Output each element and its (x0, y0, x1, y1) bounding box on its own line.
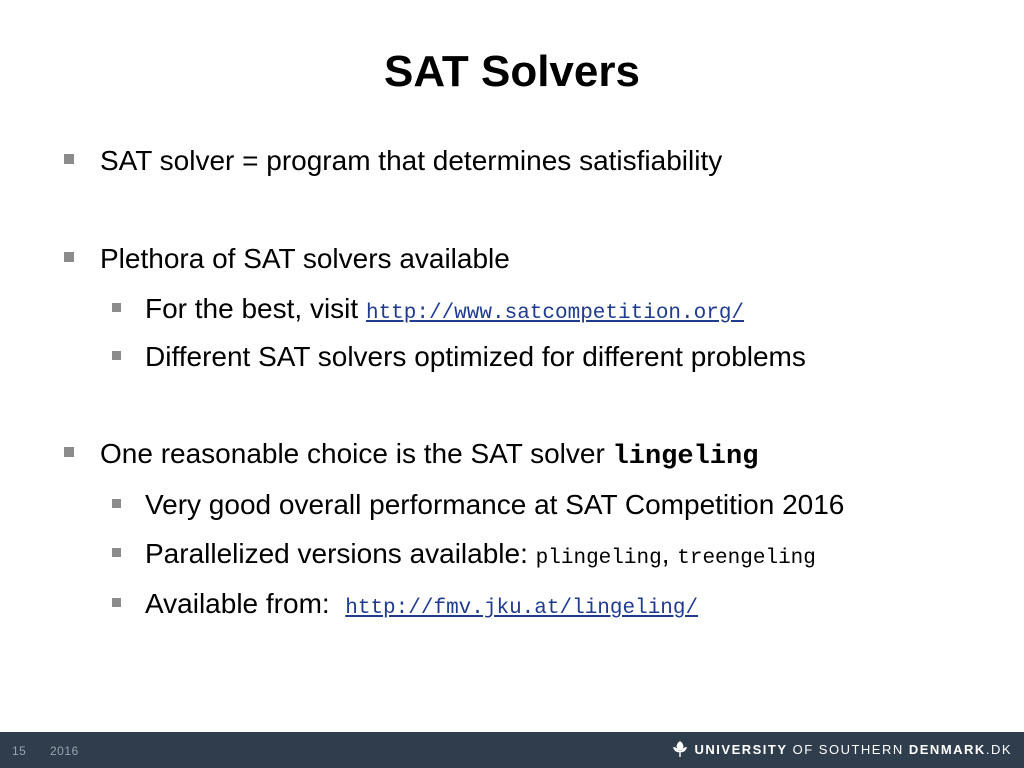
sub-bullet-item (112, 587, 698, 626)
sub-bullet-item (112, 488, 844, 522)
square-bullet-icon (64, 252, 74, 262)
square-bullet-icon (112, 303, 121, 312)
square-bullet-icon (112, 548, 121, 557)
bullet-item (64, 144, 722, 178)
satcompetition-link[interactable]: http://www.satcompetition.org/ (365, 302, 745, 325)
slide-title: SAT Solvers (384, 47, 640, 96)
footer-year: 2016 (50, 744, 79, 758)
bullet-text: Plethora of SAT solvers available (100, 243, 510, 274)
university-logo (671, 739, 1012, 759)
bullet-item (64, 242, 510, 276)
bullet-item (64, 437, 758, 474)
sub-bullet-item (112, 537, 816, 576)
bullet-text: SAT solver = program that determines satisfiability (100, 145, 723, 176)
code-treengeling: treengeling (677, 547, 816, 570)
bullet-text: Available from: (145, 588, 346, 619)
code-plingeling: plingeling (535, 547, 662, 570)
page-number: 15 (12, 744, 27, 758)
logo-text-university: UNIVERSITY (694, 741, 788, 757)
square-bullet-icon (64, 154, 74, 164)
logo-text-dk: .DK (985, 741, 1012, 757)
square-bullet-icon (112, 499, 121, 508)
bullet-text: One reasonable choice is the SAT solver (100, 438, 613, 469)
separator-text: , (661, 538, 678, 569)
square-bullet-icon (112, 598, 121, 607)
logo-text-southern: OF SOUTHERN (787, 741, 909, 757)
university-leaf-icon (671, 739, 689, 759)
sub-bullet-item (112, 340, 806, 374)
bullet-text: For the best, visit (145, 293, 366, 324)
code-lingeling: lingeling (612, 442, 759, 472)
bullet-text: Different SAT solvers optimized for different problems (145, 341, 806, 372)
bullet-text: Very good overall performance at SAT Competition 2016 (145, 489, 845, 520)
sub-bullet-item (112, 292, 744, 331)
square-bullet-icon (64, 447, 74, 457)
lingeling-download-link[interactable]: http://fmv.jku.at/lingeling/ (345, 597, 699, 620)
square-bullet-icon (112, 351, 121, 360)
logo-text-denmark: DENMARK (908, 741, 986, 757)
footer-bar (0, 732, 1024, 768)
bullet-text: Parallelized versions available: (145, 538, 536, 569)
